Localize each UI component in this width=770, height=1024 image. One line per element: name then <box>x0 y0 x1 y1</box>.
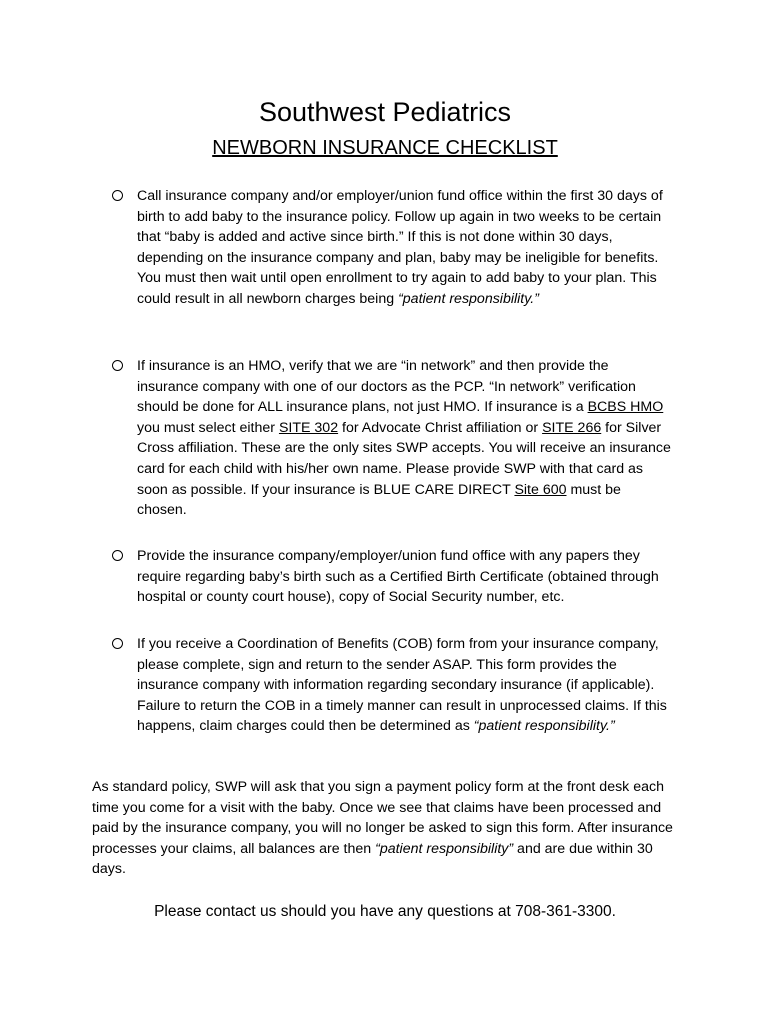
payment-policy-paragraph: As standard policy, SWP will ask that you sign a payment policy form at the front desk each time you come for a visit with the baby. Once we see that claims have been processed and paid by the insurance company, you will no longer be asked to sign this form. After insurance processes your claims, all balances are then “patient responsibility” and are due within 30 days. <box>92 779 673 878</box>
checklist-item-text: Call insurance company and/or employer/union fund office within the first 30 days of birth to add baby to the insurance policy. Follow up again in two weeks to be certain that “baby is added and active since birth.” If this is not done within 30 days, depending on the insurance company and plan, baby may be ineligible for benefits. You must then wait until open enrollment to try again to add baby to your plan. This could result in all newborn charges being “patient responsibility.” <box>137 188 663 307</box>
patient-responsibility-emphasis: “patient responsibility.” <box>398 290 539 307</box>
checklist-item-3 <box>112 546 672 608</box>
site-266-underlined: SITE 266 <box>542 419 602 436</box>
circle-bullet-icon <box>112 638 123 649</box>
circle-bullet-icon <box>112 360 123 371</box>
checklist-item-text: If you receive a Coordination of Benefits (COB) form from your insurance company, please complete, sign and return to the sender ASAP. This form provides the insurance company with information regarding secondary insurance (if applicable). Failure to return the COB in a timely manner can result in unprocessed claims. If this happens, claim charges could then be determined as “patient responsibility.” <box>137 636 667 735</box>
checklist-item-1 <box>112 186 672 310</box>
checklist-item-2 <box>112 356 672 521</box>
site-302-underlined: SITE 302 <box>278 419 339 436</box>
site-600-underlined: Site 600 <box>514 481 567 498</box>
contact-line: Please contact us should you have any questions at 708-361-3300. <box>154 903 616 920</box>
document-subtitle: NEWBORN INSURANCE CHECKLIST <box>212 137 558 159</box>
checklist-item-text: If insurance is an HMO, verify that we are “in network” and then provide the insurance company with one of our doctors as the PCP. “In network” verification should be done for ALL insurance plans, not just HMO. If insurance is a BCBS HMO you must select either SITE 302 for Advocate Christ affiliation or SITE 266 for Silver Cross affiliation. These are the only sites SWP accepts. You will receive an insurance card for each child with his/her own name. Please provide SWP with that card as soon as possible. If your insurance is BLUE CARE DIRECT Site 600 must be chosen. <box>137 358 671 519</box>
document-title: Southwest Pediatrics <box>258 97 512 127</box>
bcbs-hmo-underlined: BCBS HMO <box>587 399 664 416</box>
circle-bullet-icon <box>112 550 123 561</box>
patient-responsibility-emphasis: “patient responsibility.” <box>473 718 615 735</box>
checklist-item-text: Provide the insurance company/employer/union fund office with any papers they require regarding baby’s birth such as a Certified Birth Certificate (obtained through hospital or county court house), copy of Social Security number, etc. <box>137 548 659 606</box>
patient-responsibility-emphasis: “patient responsibility” <box>375 840 514 857</box>
checklist-item-4 <box>112 634 672 737</box>
circle-bullet-icon <box>112 190 123 201</box>
